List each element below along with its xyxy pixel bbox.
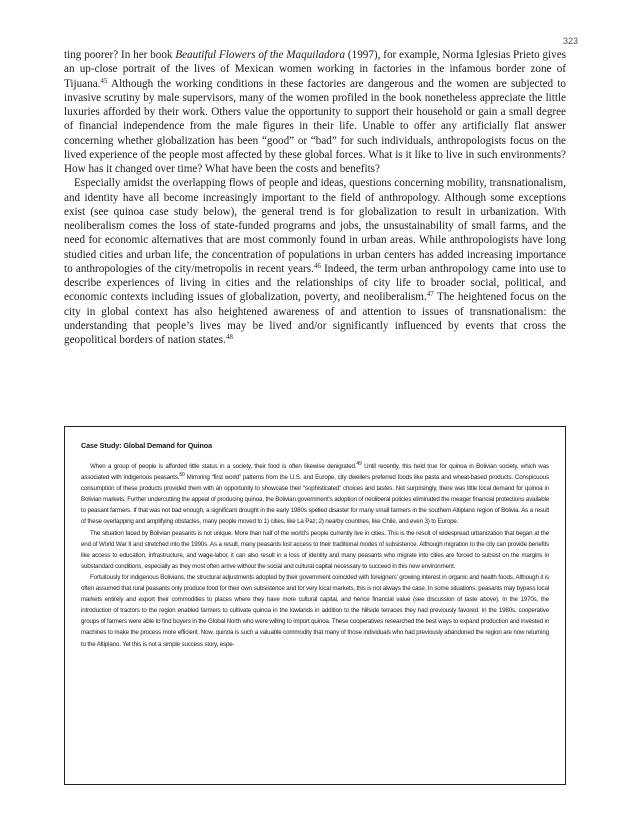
case-study-text	[81, 461, 549, 650]
body-paragraph-1: ting poorer? In her book Beautiful Flowers of the Maquiladora (1997), for example, Norma Iglesias Prieto gives an up-close portrait of the lives of Mexican women working in factories in the infamous border zone of Tijuana.$^{45}$ Although the working conditions in these factories are dangerous and the women are subjected to invasive scrutiny by male supervisors, many of the women profiled in the book nonetheless appreciate the little luxuries afforded by their work. Others value the opportunity to support their household or gain a small degree of financial independence from the male figures in their life. Unable to offer any artificially flat answer concerning whether globalization has been “good” or “bad” for such individuals, anthropologists focus on the lived experience of the people most affected by these global forces. What is it like to live in such environments? How has it changed over time? What have been the costs and benefits?	[64, 49, 566, 175]
book-title: Beautiful Flowers of the Maquiladora	[175, 49, 346, 61]
case-study-title: Case Study: Global Demand for Quinoa	[81, 441, 212, 450]
footnote-ref: 47	[426, 290, 434, 299]
body-paragraph-2: Especially amidst the overlapping flows of people and ideas, questions concerning mobility, transnationalism, and identity have all become increasingly important to the field of anthropology. Although some exceptions exist (see quinoa case study below), the general trend is for globalization to result in urbanization. With neoliberalism comes the loss of state-funded programs and jobs, the unsustainability of small farms, and the need for economic alternatives that are most commonly found in urban areas. While anthropologists have long studied cities and urban life, the concentration of populations in urban centers has added increasing importance to anthropologies of the city/metropolis in recent years.$^{46}$ Indeed, the term urban anthropology came into use to describe experiences of living in cities and the relationships of city life to broader social, political, and economic contexts including issues of globalization, poverty, and neoliberalism.$^{47}$ The heightened focus on the city in global context has also heightened awareness of and attention to issues of transnationalism: the understanding that people’s lives may be lived and/or significantly influenced by events that cross the geopolitical borders of nation states.$^{48}$	[64, 177, 566, 346]
body-text	[64, 48, 566, 347]
case-paragraph-2: The situation faced by Bolivian peasants is not unique. More than half of the world’s people currently live in cities. This is the result of widespread urbanization that began at the end of World War II and stretched into the 1990s. As a result, many peasants lost access to their traditional modes of subsistence. Although migration to the city can provide benefits like access to education, infrastructure, and wage-labor, it can also result in a loss of identity and many peasants who migrate into cities are forced to subsist on the margins in substandard conditions, especially as they most often arrive without the social and cultural capital necessary to succeed in this new environment.	[81, 529, 549, 570]
case-paragraph-3: Fortuitously for indigenous Bolivians, the structural adjustments adopted by their government coincided with foreigners’ growing interest in organic and health foods. Although it is often assumed that rural peasants only produce food for their own subsistence and for very local markets, this is not always the case. In some situations, peasants may bypass local markets entirely and export their commodities to places where they have more cultural capital, and hence financial value (see discussion of taste above). In the 1970s, the introduction of tractors to the region enabled farmers to cultivate quinoa in the lowlands in addition to the hillside terraces they had previously favored. In the 1980s, cooperative groups of farmers were able to find buyers in the Global North who were willing to import quinoa. These cooperatives researched the best ways to expand production and invested in machines to make the process more efficient. Now, quinoa is such a valuable commodity that many of those individuals who had previously abandoned the region are now returning to the Altiplano. Yet this is not a simple success story, espe-	[81, 573, 549, 648]
footnote-ref: 46	[313, 261, 321, 270]
case-study-box	[64, 426, 566, 785]
page-number: 323	[562, 36, 578, 46]
footnote-ref: 45	[100, 76, 108, 85]
footnote-ref: 50	[179, 472, 185, 479]
case-paragraph-1: When a group of people is afforded little status in a society, their food is often likewise denigrated.$^{49}$ Until recently, this held true for quinoa in Bolivian society, which was associated with indigenous peasants.$^{50}$ Mirroring “first world” patterns from the U.S. and Europe, city dwellers preferred foods like pasta and wheat-based products. Conspicuous consumption of these products provided them with an opportunity to showcase their “sophisticated” choices and tastes. Not surprisingly, there was little local demand for quinoa in Bolivian markets. Further undercutting the appeal of producing quinoa, the Bolivian government’s adoption of neoliberal policies eliminated the meager financial protections available to peasant farmers. If that was not bad enough, a significant drought in the early 1980s spelled disaster for many small farmers in the southern Altiplano region of Bolivia. As a result of these overlapping and amplifying obstacles, many people moved to 1) cities, like La Paz; 2) nearby countries, like Chile, and even 3) to Europe.	[81, 461, 549, 526]
footnote-ref: 49	[356, 461, 362, 467]
footnote-ref: 48	[225, 333, 233, 341]
